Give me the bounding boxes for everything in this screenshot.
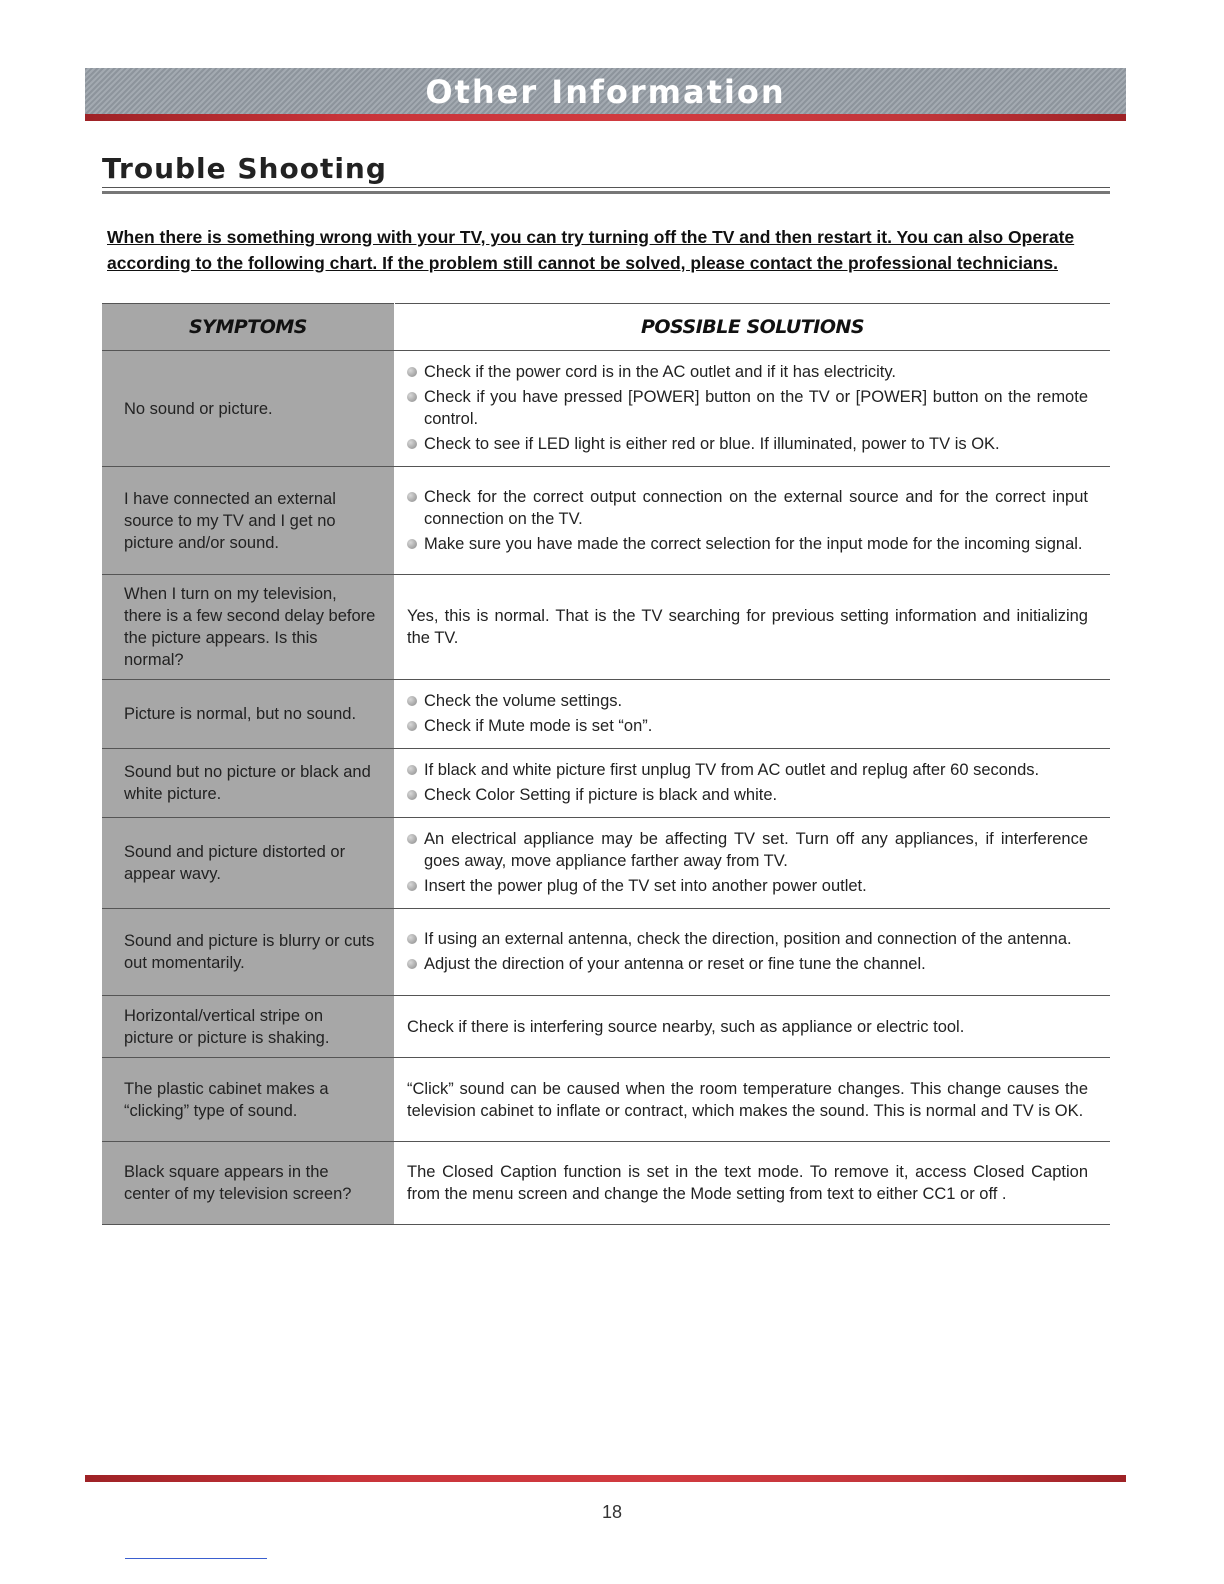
title-rule — [102, 187, 1110, 188]
bullet-icon — [407, 721, 417, 731]
list-item — [407, 953, 1088, 975]
section-title: Trouble Shooting — [102, 152, 387, 185]
solution-text: Yes, this is normal. That is the TV searching for previous setting information and initializing the TV. — [407, 607, 1088, 647]
list-item — [407, 759, 1088, 781]
table-row — [102, 351, 1110, 467]
symptom-cell: No sound or picture. — [102, 351, 395, 467]
solution-text: Check Color Setting if picture is black and white. — [424, 786, 778, 804]
solution-cell — [395, 909, 1111, 996]
solution-list — [407, 361, 1088, 455]
symptom-cell: When I turn on my television, there is a few second delay before the picture appears. Is this normal? — [102, 575, 395, 680]
bullet-icon — [407, 392, 417, 402]
list-item — [407, 875, 1088, 897]
symptom-cell: Sound and picture distorted or appear wavy. — [102, 818, 395, 909]
solution-text: If using an external antenna, check the direction, position and connection of the antenna. — [424, 930, 1072, 948]
solution-text: Make sure you have made the correct selection for the input mode for the incoming signal. — [424, 534, 1083, 553]
solution-text: The Closed Caption function is set in the text mode. To remove it, access Closed Caption from the menu screen and change the Mode setting from text to either CC1 or off . — [407, 1163, 1088, 1203]
solution-cell — [395, 680, 1111, 749]
solution-cell — [395, 818, 1111, 909]
bullet-icon — [407, 696, 417, 706]
header-red-bar — [85, 114, 1126, 121]
table-row — [102, 575, 1110, 680]
bullet-icon — [407, 539, 417, 549]
solution-list — [407, 928, 1088, 975]
footer-blue-line — [125, 1558, 267, 1559]
list-item — [407, 690, 1088, 712]
solution-cell — [395, 467, 1111, 575]
table-row — [102, 749, 1110, 818]
list-item — [407, 784, 1088, 806]
page-number: 18 — [601, 1502, 623, 1522]
symptoms-header: SYMPTOMS — [102, 304, 395, 351]
symptom-cell: The plastic cabinet makes a “clicking” type of sound. — [102, 1058, 395, 1142]
solution-list — [407, 759, 1088, 806]
solution-text: Check if the power cord is in the AC outlet and if it has electricity. — [424, 363, 896, 381]
symptom-cell: Black square appears in the center of my television screen? — [102, 1142, 395, 1225]
bullet-icon — [407, 439, 417, 449]
bullet-icon — [407, 959, 417, 969]
solution-list — [407, 486, 1088, 555]
solution-cell — [395, 1142, 1111, 1225]
table-row — [102, 1058, 1110, 1142]
table-body — [102, 351, 1110, 1225]
bullet-icon — [407, 492, 417, 502]
symptom-cell: Sound but no picture or black and white picture. — [102, 749, 395, 818]
header-banner — [85, 68, 1126, 116]
bullet-icon — [407, 367, 417, 377]
solution-text: Check if you have pressed [POWER] button on the TV or [POWER] button on the remote control. — [424, 388, 1088, 428]
symptom-cell: Horizontal/vertical stripe on picture or picture is shaking. — [102, 996, 395, 1058]
solution-text: Check for the correct output connection on the external source and for the correct input connection on the TV. — [424, 487, 1088, 528]
table-row — [102, 1142, 1110, 1225]
list-item — [407, 433, 1088, 455]
solution-text: Check if Mute mode is set “on”. — [424, 717, 653, 735]
solution-cell — [395, 749, 1111, 818]
solutions-header: POSSIBLE SOLUTIONS — [395, 304, 1111, 351]
solution-text: Adjust the direction of your antenna or reset or fine tune the channel. — [424, 955, 926, 973]
list-item — [407, 928, 1088, 950]
bullet-icon — [407, 790, 417, 800]
symptom-cell: Sound and picture is blurry or cuts out momentarily. — [102, 909, 395, 996]
solution-list — [407, 828, 1088, 897]
solution-cell — [395, 1058, 1111, 1142]
symptom-cell: Picture is normal, but no sound. — [102, 680, 395, 749]
footer-red-bar — [85, 1475, 1126, 1482]
solution-text: “Click” sound can be caused when the room temperature changes. This change causes the television cabinet to inflate or contract, which makes the sound. This is normal and TV is OK. — [407, 1079, 1088, 1120]
solution-text: Check if there is interfering source nearby, such as appliance or electric tool. — [407, 1017, 965, 1036]
bullet-icon — [407, 834, 417, 844]
solution-text: Insert the power plug of the TV set into another power outlet. — [424, 877, 867, 895]
table-row — [102, 467, 1110, 575]
troubleshooting-table — [102, 303, 1110, 1225]
symptom-cell: I have connected an external source to my TV and I get no picture and/or sound. — [102, 467, 395, 575]
solution-text: If black and white picture first unplug TV from AC outlet and replug after 60 seconds. — [424, 761, 1040, 779]
bullet-icon — [407, 765, 417, 775]
table-row — [102, 680, 1110, 749]
solution-cell — [395, 996, 1111, 1058]
list-item — [407, 828, 1088, 872]
solution-cell — [395, 351, 1111, 467]
bullet-icon — [407, 934, 417, 944]
intro-text: When there is something wrong with your TV, you can try turning off the TV and then restart it. You can also Operate according to the following chart. If the problem still cannot be solved, please contact the professional technicians. — [107, 227, 1075, 273]
list-item — [407, 533, 1088, 555]
solution-list — [407, 690, 1088, 737]
solution-text: Check the volume settings. — [424, 692, 623, 710]
table-row — [102, 996, 1110, 1058]
list-item — [407, 386, 1088, 430]
list-item — [407, 486, 1088, 530]
title-rule-thick — [102, 191, 1110, 194]
bullet-icon — [407, 881, 417, 891]
banner-title: Other Information — [425, 73, 786, 111]
table-header-row — [102, 304, 1110, 351]
table-row — [102, 909, 1110, 996]
list-item — [407, 715, 1088, 737]
solution-cell — [395, 575, 1111, 680]
solution-text: Check to see if LED light is either red or blue. If illuminated, power to TV is OK. — [424, 435, 1000, 453]
solution-text: An electrical appliance may be affecting TV set. Turn off any appliances, if interference goes away, move appliance farther away from TV. — [424, 830, 1088, 870]
list-item — [407, 361, 1088, 383]
table-row — [102, 818, 1110, 909]
